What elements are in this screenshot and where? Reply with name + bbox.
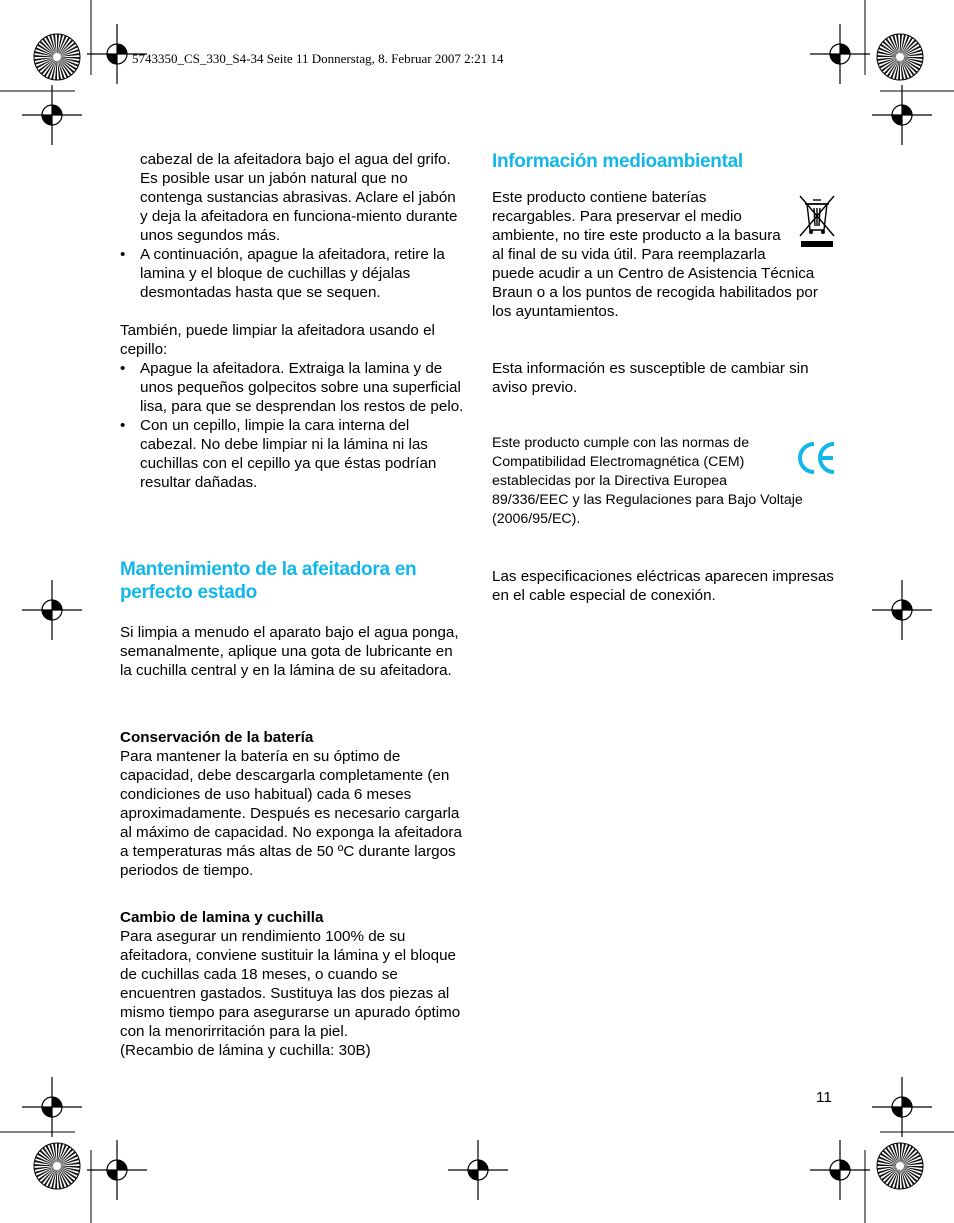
environment-body	[492, 188, 837, 321]
registration-crosshair-icon	[872, 1077, 932, 1137]
registration-crosshair-icon	[448, 1140, 508, 1200]
bullet-icon: •	[120, 360, 126, 377]
list-item	[120, 245, 465, 302]
ce-text: Este producto cumple con las normas de Compatibilidad Electromagnética (CEM) establecidas por la Directiva Europea 89/336/EEC y las Regulaciones para Bajo Voltaje (2006/95/EC).	[492, 435, 803, 527]
list-item-text: Apague la afeitadora. Extraiga la lamina y de unos pequeños golpecitos sobre una superficial lisa, para que se desprendan los restos de pelo.	[140, 360, 464, 415]
bullet-list-2	[120, 359, 465, 492]
starburst-target-icon	[33, 33, 81, 81]
list-item-text: A continuación, apague la afeitadora, retire la lamina y el bloque de cuchillas y déjalas desmontadas hasta que se sequen.	[140, 246, 445, 301]
battery-text: Para mantener la batería en su óptimo de capacidad, debe descargarla completamente (en condiciones de uso habitual) cada 6 meses aproximadamente. Después es necesario cargarla al máximo de capacidad. No exponga la afeitadora a temperaturas más altas de 50 ºC durante largos periodos de tiempo.	[120, 748, 462, 879]
page-number: 11	[816, 1089, 832, 1106]
starburst-target-icon	[33, 1142, 81, 1190]
registration-crosshair-icon	[87, 24, 147, 84]
ce-section	[492, 434, 837, 529]
notice-section	[492, 359, 837, 397]
brush-intro: También, puede limpiar la afeitadora usando el cepillo:	[120, 322, 435, 358]
environment-section	[492, 150, 837, 173]
blade-section	[120, 908, 465, 1060]
starburst-target-icon	[876, 1142, 924, 1190]
blade-text: Para asegurar un rendimiento 100% de su afeitadora, conviene sustituir la lámina y el bloque de cuchillas cada 18 meses, o cuando se encuentren gastados. Sustituya las dos piezas al mismo tiempo para asegurarse un apurado óptimo con la menorirritación para la piel.	[120, 928, 461, 1040]
bullet-icon: •	[120, 417, 126, 434]
starburst-target-icon	[876, 33, 924, 81]
registration-crosshair-icon	[87, 1140, 147, 1200]
maintenance-heading: Mantenimiento de la afeitadora en perfecto estado	[120, 559, 417, 603]
registration-crosshair-icon	[22, 85, 82, 145]
registration-crosshair-icon	[810, 24, 870, 84]
list-item	[120, 416, 465, 492]
ce-mark-icon	[797, 440, 837, 476]
blade-heading: Cambio de lamina y cuchilla	[120, 909, 324, 926]
continued-paragraph: cabezal de la afeitadora bajo el agua del grifo. Es posible usar un jabón natural que no contenga sustancias abrasivas. Aclare el jabón y deja la afeitadora en funciona-miento durante unos segundos más.	[140, 151, 458, 244]
spec-text: Las especificaciones eléctricas aparecen impresas en el cable especial de conexión.	[492, 568, 834, 604]
spec-section	[492, 567, 837, 605]
maintenance-text: Si limpia a menudo el aparato bajo el agua ponga, semanalmente, aplique una gota de lubricante en la cuchilla central y en la lámina de su afeitadora.	[120, 624, 459, 679]
battery-heading: Conservación de la batería	[120, 729, 314, 746]
registration-crosshair-icon	[872, 580, 932, 640]
notice-text: Esta información es susceptible de cambiar sin aviso previo.	[492, 360, 809, 396]
list-item-text: Con un cepillo, limpie la cara interna del cabezal. No debe limpiar ni la lámina ni las cuchillas con el cepillo ya que éstas podrían resultar dañadas.	[140, 417, 437, 491]
list-item	[120, 359, 465, 416]
environment-text: Este producto contiene baterías recargables. Para preservar el medio ambiente, no tire este producto a la basura al final de su vida útil. Para reemplazarla puede acudir a un Centro de Asistencia Técnica Braun o a los puntos de recogida habilitados por los ayuntamientos.	[492, 189, 818, 320]
registration-crosshair-icon	[872, 85, 932, 145]
registration-crosshair-icon	[810, 1140, 870, 1200]
bullet-icon: •	[120, 246, 126, 263]
blade-ref: (Recambio de lámina y cuchilla: 30B)	[120, 1042, 371, 1059]
crossed-out-wheelie-bin-icon	[797, 192, 837, 248]
left-column	[120, 150, 465, 492]
environment-heading: Información medioambiental	[492, 151, 743, 172]
registration-crosshair-icon	[22, 1077, 82, 1137]
battery-section	[120, 728, 465, 880]
bullet-list-1	[120, 245, 465, 302]
registration-crosshair-icon	[22, 580, 82, 640]
print-slug-line: 5743350_CS_330_S4-34 Seite 11 Donnerstag, 8. Februar 2007 2:21 14	[132, 51, 504, 66]
maintenance-section	[120, 558, 465, 680]
